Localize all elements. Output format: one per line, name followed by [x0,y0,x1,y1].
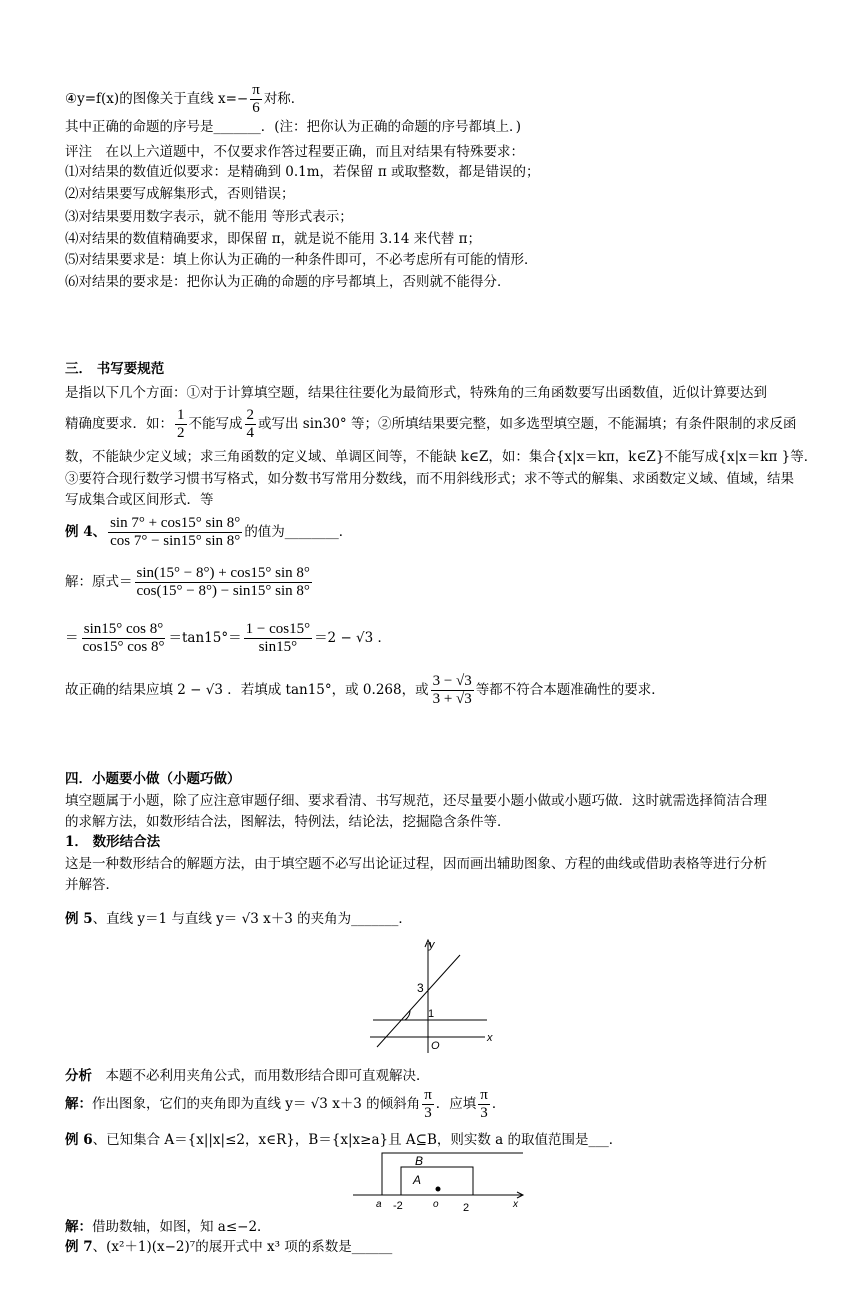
solution5-label: 解： [65,1096,92,1112]
solution4-fraction [135,565,312,600]
solution4-frac-a [81,621,167,656]
section3-p2 [65,404,796,444]
example4-num: sin 7° + cos15° sin 8° [110,515,241,531]
section3-p4: ③要符合现行数学习惯书写格式，如分数书写常用分数线，而不用斜线形式；求不等式的解集、求函数定义域、值域，结果 [65,471,794,487]
solution4-label: 解：原式＝ [65,574,133,590]
section3-p2-a: 精确度要求．如： [65,416,173,432]
conclusion4-b: 等都不符合本题准确性的要求． [475,682,665,698]
solution4-line2 [65,616,391,660]
conclusion4-frac-den: 3 + √3 [432,691,472,707]
item4-fraction [250,82,262,117]
solution4-result: ＝2 − √3 ． [314,630,392,646]
example5-label: 例 5 [65,911,93,927]
section3-p2-b: 不能写成 [188,416,243,432]
section3-p2-c: 或写出 sin30° 等；②所填结果要完整，如多选型填空题，不能漏填；有条件限制的求反函 [258,416,797,432]
conclusion4-a: 故正确的结果应填 2 − √3 ．若填成 tan15°，或 0.268，或 [65,682,429,698]
solution5-frac-a-den: 3 [424,1105,432,1121]
solution5-end: ． [491,1096,506,1112]
example4-den: cos 7° − sin15° sin 8° [110,533,241,549]
conclusion4-fraction [431,673,474,708]
solution5-frac-b-num: π [480,1087,488,1103]
example4-line [65,510,352,554]
solution5-text: 作出图象，它们的夹角即为直线 y＝ √3 x＋3 的倾斜角 [92,1096,421,1112]
item4-number: ④ [65,91,78,107]
item4-line [65,82,304,117]
solution4-frac-b [244,621,312,656]
frac-one-half-den: 2 [177,425,185,441]
frac-two-fourths-num: 2 [246,407,254,423]
fig6-tick-o: o [433,1199,439,1210]
comment-line-1: ⑴对结果的数值近似要求：是精确到 0.1m，若保留 π 或取整数，都是错误的； [65,164,540,180]
comment-line-6: ⑹对结果的要求是：把你认为正确的命题的序号都填上，否则就不能得分． [65,274,511,290]
comment-line-2: ⑵对结果要写成解集形式，否则错误； [65,186,295,202]
comment-line-3: ⑶对结果要用数字表示，就不能用 等形式表示； [65,209,353,225]
fig6-tick-minus2: -2 [393,1200,403,1212]
example4-fraction [108,515,242,550]
section4-p1: 填空题属于小题，除了应注意审题仔细、要求看清、书写规范，还尽量要小题小做或小题巧做．这时就需选择简洁合理 [65,793,767,809]
fig6-label-a: A [413,1173,422,1187]
fig5-line-sloped [377,955,460,1047]
fig5-y-label: y [429,939,435,951]
solution4-den: cos(15° − 8°) − sin15° sin 8° [136,583,310,599]
example4-blank: 的值为________． [244,524,353,540]
example7-line [65,1238,392,1256]
solution4-tan: ＝tan15°＝ [168,630,242,646]
section3-p5: 写成集合或区间形式．等 [65,492,214,508]
analysis5-text: 本题不必利用夹角公式，而用数形结合即可直观解决． [105,1068,430,1084]
comment-line-5: ⑸对结果要求是：填上你认为正确的一种条件即可，不必考虑所有可能的情形． [65,252,538,268]
frac-two-fourths-den: 4 [246,425,254,441]
section4-sub1-p2: 并解答． [65,877,119,893]
solution5-frac-a [422,1087,434,1122]
solution5-frac-a-num: π [424,1087,432,1103]
solution6-line [65,1218,271,1236]
fig5-origin-label: O [431,1040,440,1052]
item4-post: 对称． [263,91,305,107]
solution5-line [65,1082,505,1126]
section4-sub1-p1: 这是一种数形结合的解题方法，由于填空题不必写出论证过程，因而画出辅助图象、方程的曲线或借助表格等进行分析 [65,856,767,872]
example5-line [65,910,412,928]
frac-two-fourths [245,407,257,442]
example6-label: 例 6 [65,1132,93,1148]
solution6-text: 借助数轴，如图，知 a≤−2． [92,1219,271,1235]
frac-one-half [175,407,187,442]
section3-p1: 是指以下几个方面：①对于计算填空题，结果往往要化为最简形式，特殊角的三角函数要写出函数值，近似计算要达到 [65,385,767,401]
example7-text: 、(x²＋1)(x−2)⁷的展开式中 x³ 项的系数是______ [92,1239,393,1255]
example6-text: 、已知集合 A＝{x||x|≤2，x∈R}，B＝{x|x≥a}且 A⊆B，则实数 a 的取值范围是___． [92,1132,623,1148]
conclusion4-line [65,668,665,712]
fig6-tick-a: a [376,1199,382,1210]
section4-sub1: 1． 数形结合法 [65,834,161,850]
fig5-label-3: 3 [417,981,424,995]
solution4-frac-b-num: 1 − cos15° [245,621,311,637]
solution4-line1 [65,560,314,604]
solution4-frac-a-num: sin15° cos 8° [83,621,164,637]
example6-figure [345,1149,530,1215]
example6-line [65,1131,622,1149]
example5-text: 、直线 y＝1 与直线 y＝ √3 x＋3 的夹角为_______． [92,911,412,927]
comment-line-4: ⑷对结果的数值精确要求，即保留 π，就是说不能用 3.14 来代替 π； [65,231,481,247]
fig6-label-b: B [415,1154,424,1168]
fig5-x-label: x [487,1032,493,1044]
question-line: 其中正确的命题的序号是_______．(注：把你认为正确的命题的序号都填上．) [65,119,522,135]
example5-figure [365,935,495,1055]
fig6-tick-2: 2 [463,1202,470,1214]
solution4-frac-b-den: sin15° [258,639,298,655]
solution6-label: 解： [65,1219,92,1235]
item4-frac-den: 6 [252,100,260,116]
analysis5-label: 分析 [65,1068,92,1084]
section4-heading: 四．小题要小做（小题巧做） [65,771,241,787]
conclusion4-frac-num: 3 − √3 [432,673,472,689]
section3-p3: 数，不能缺少定义域；求三角函数的定义域、单调区间等，不能缺 k∈Z，如：集合{x|x＝kπ，k∈Z}不能写成{x|x＝kπ }等． [65,449,818,465]
frac-one-half-num: 1 [177,407,185,423]
fig5-label-1: 1 [428,1008,435,1020]
item4-frac-num: π [252,82,260,98]
comment-line-0: 评注 在以上六道题中，不仅要求作答过程要正确，而且对结果有特殊要求： [65,144,524,160]
solution5-fill: ．应填 [435,1096,477,1112]
solution4-eq: ＝ [65,630,79,646]
solution4-num: sin(15° − 8°) + cos15° sin 8° [136,565,310,581]
fig6-axis-x: x [513,1199,518,1210]
fig6-set-b [382,1153,523,1195]
section3-heading: 三． 书写要规范 [65,361,165,377]
example4-label: 例 4、 [65,524,107,540]
example7-label: 例 7 [65,1239,93,1255]
section4-p2: 的求解方法，如数形结合法，图解法，特例法，结论法，挖掘隐含条件等． [65,814,511,830]
fig6-origin-dot [436,1187,441,1192]
solution5-frac-b [478,1087,490,1122]
item4-text: y=f(x)的图像关于直线 x=− [77,91,249,107]
solution5-frac-b-den: 3 [480,1105,488,1121]
solution4-frac-a-den: cos15° cos 8° [82,639,165,655]
